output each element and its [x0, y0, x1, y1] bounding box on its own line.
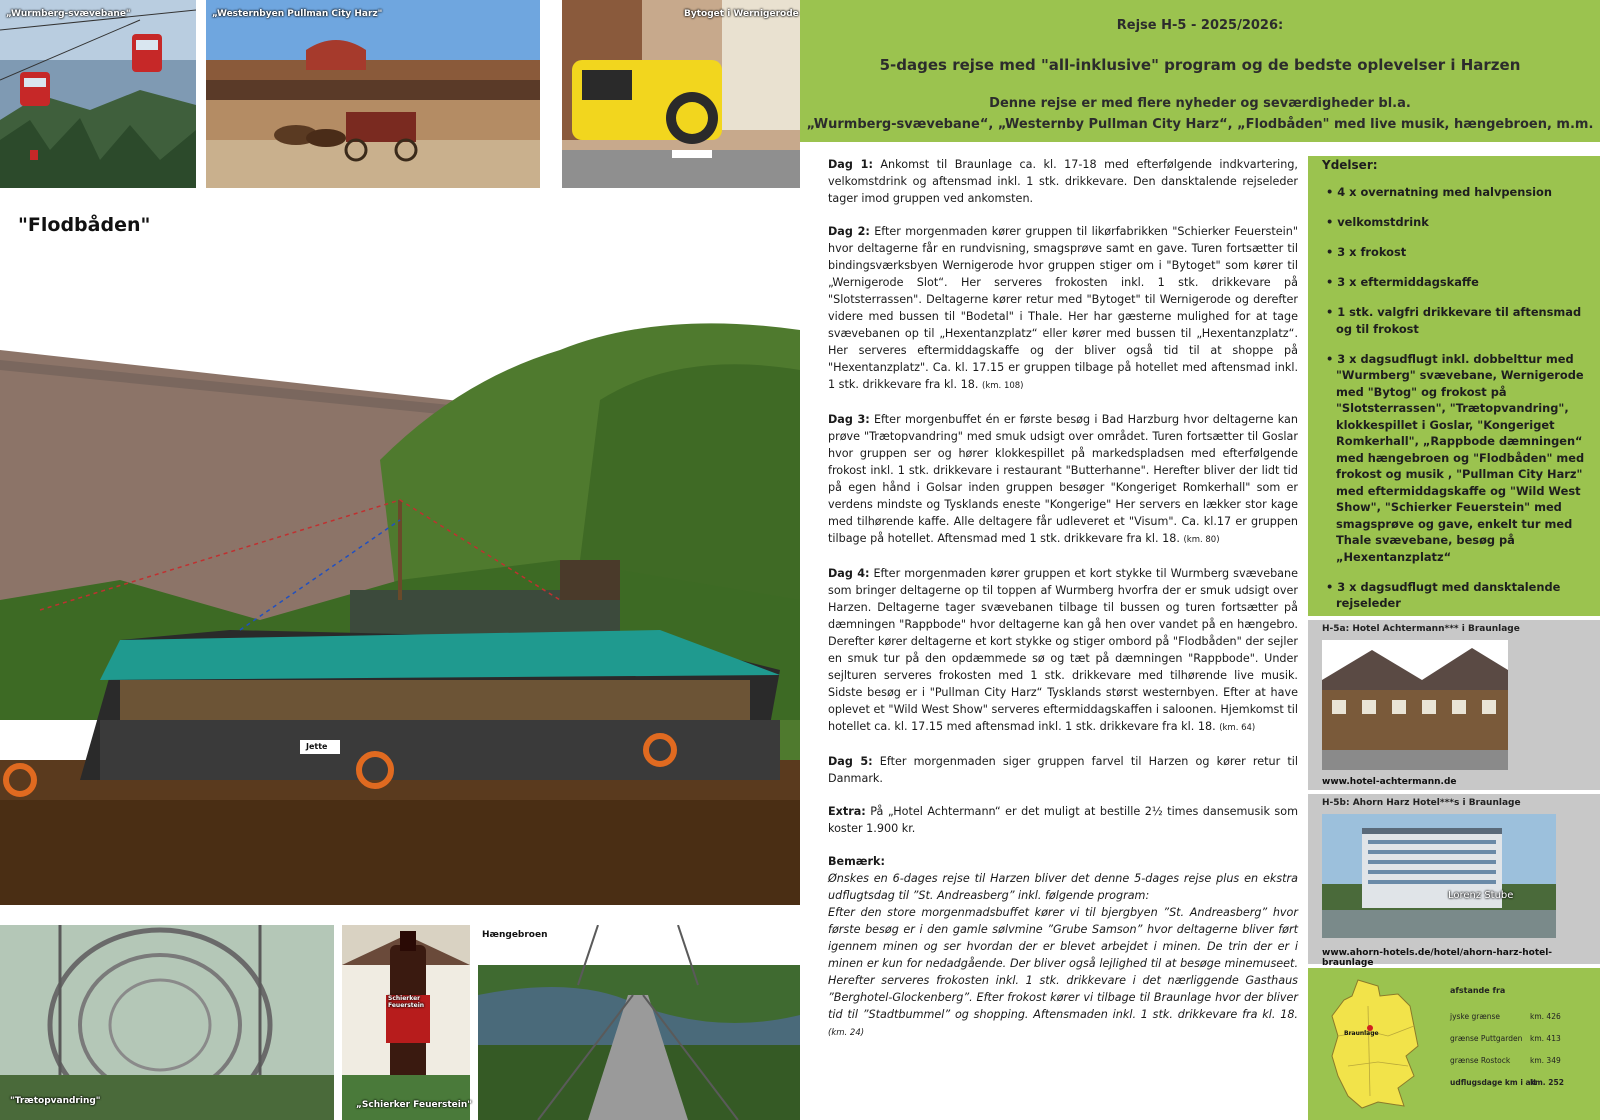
boat-sign: Jette [306, 742, 328, 751]
day-5 [828, 753, 1298, 787]
note-program [828, 904, 1298, 1042]
list-item: • 3 x dagsudflugt med dansktalende rejseleder [1322, 579, 1590, 612]
traetop-caption: "Trætopvandring" [10, 1096, 101, 1106]
trip-title: 5-dages rejse med "all-inklusive" program og de bedste oplevelser i Harzen [879, 56, 1521, 74]
distance-row [1450, 1012, 1590, 1021]
note-program-text: Efter den store morgenmadsbuffet kører vi til bjergbyen ”St. Andreasberg” hvor første besøg er i den gamle sølvmine ”Grube Samson” hvor deltagerne bliver ført igennem minen og ser hvordan der er blevet arbejdet i minen. De trin der er i minen er kun for nedadgående. Der bliver også lejlighed til at besøge minemuseet. Herefter serveres frokosten inkl. 1 stk. drikkevare i det nærliggende Gasthaus ”Berghotel-Glockenberg”. Efter frokost kører vi tilbage til Braunlage hvor der bliver tid til ”Stadtbummel” og shopping. Aftensmaden inkl. 1 stk. drikkevare fra kl. 18. [828, 906, 1298, 1021]
germany-map [1318, 976, 1438, 1112]
hotel-b-sign: Lorenz Stube [1448, 890, 1514, 901]
distance-row [1450, 1078, 1590, 1087]
day-1 [828, 156, 1298, 207]
flodbaaden-photo [0, 200, 800, 905]
distance-row [1450, 1056, 1590, 1065]
list-item: • velkomstdrink [1322, 214, 1590, 231]
list-item: • 1 stk. valgfri drikkevare til aftensmad og til frokost [1322, 304, 1590, 337]
wurmberg-caption: „Wurmberg-svævebane" [6, 9, 131, 19]
schierker-caption: „Schierker Feuerstein" [356, 1100, 472, 1110]
hotel-b-box [1308, 794, 1600, 968]
note-label: Bemærk: [828, 855, 885, 868]
day-4 [828, 565, 1298, 737]
distance-box [1308, 968, 1600, 1120]
day-2-km: (km. 108) [982, 381, 1024, 391]
hotel-b-link[interactable]: www.ahorn-hotels.de/hotel/ahorn-harz-hotel-braunlage [1322, 948, 1553, 968]
day-5-label: Dag 5: [828, 755, 873, 768]
list-item: • 3 x eftermiddagskaffe [1322, 274, 1590, 291]
schierker-bottle-label: Schierker Feuerstein [388, 995, 425, 1009]
haengebro-caption: Hængebroen [482, 930, 548, 940]
hotel-b-photo [1322, 814, 1556, 938]
wurmberg-photo [0, 0, 196, 188]
bytoget-photo [562, 0, 800, 188]
list-item: • 3 x frokost [1322, 244, 1590, 261]
day-4-text: Efter morgenmaden kører gruppen et kort stykke til Wurmberg svævebane som bringer deltagerne op til toppen af Wurmberg hvorfra der er smuk udsigt over Harzen. Deltagerne tager svævebanen tilbage til bussen og turen fortsætter på dæmningen "Rappbode" hvor deltagerne kan gå hen over vandet på en hængebro. Derefter kører deltagerne et kort stykke og stiger ombord på "Flodbåden" der sejler en smuk tur på den opdæmmede sø og tæt på dæmningen "Rappbode". Under sejlturen serveres frokosten med 1 stk. drikkevare med tilhørende live musik. Sidste besøg er i "Pullman City Harz“ Tysklands størst westernbyen. Efter at have oplevet et "Wild West Show" serveres eftermiddagskaffen i saloonen. Hjemkomst til hotellet ca. kl. 17.15 med aftensmad inkl. 1 stk. drikkevare fra kl. 18. [828, 567, 1299, 733]
hotel-a-box [1308, 620, 1600, 790]
hotel-a-link[interactable]: www.hotel-achtermann.de [1322, 777, 1457, 787]
haengebro-photo [478, 925, 800, 1120]
hotel-a-title: H-5a: Hotel Achtermann*** i Braunlage [1322, 624, 1520, 634]
trip-highlights: „Wurmberg-svævebane“, „Westernby Pullman City Harz“, „Flodbåden" med live musik, hængebroen, m.m. [806, 117, 1594, 132]
hotel-a-photo [1322, 640, 1508, 770]
extra-text: På „Hotel Achtermann“ er det muligt at bestille 2½ times dansemusik som koster 1.900 kr. [828, 805, 1298, 835]
list-item: • 3 x dagsudflugt inkl. dobbelttur med "Wurmberg" svævebane, Wernigerode med "Bytog" og frokost på "Slotsterrassen", "Trætopvandring", klokkespillet i Goslar, "Kongeriget Romkerhall", „Rappbode dæmningen“ med hængebroen og "Flodbåden" med frokost og musik , "Pullman City Harz" med eftermiddagskaffe og "Wild West Show", "Schierker Feuerstein" med smagsprøve og gave, enkelt tur med Thale svævebane, besøg på „Hexentanzplatz“ [1322, 351, 1590, 566]
services-list [1322, 184, 1590, 612]
day-4-label: Dag 4: [828, 567, 870, 580]
program-text [828, 156, 1298, 1106]
distance-value: km. 252 [1530, 1078, 1564, 1087]
day-3-text: Efter morgenbuffet én er første besøg i Bad Harzburg hvor deltagerne kan prøve "Trætopvandring" med smuk udsigt over området. Turen fortsætter til Goslar hvor gruppen ser og hører klokkespillet på markedspladsen med efterfølgende frokost inkl. 1 stk. drikkevare i restaurant "Butterhanne". Herefter bliver der lidt tid på egen hånd i Golsar inden gruppen besøger "Kongeriget Romkerhall" som er verdens mindste og Tysklands eneste "Kongerige" Her servers en lækker stor kage med tilhørende kaffe. Alle deltagere får udleveret et "Visum". Ca. kl.17 er gruppen tilbage på hotellet. Aftensmad med 1 stk. drikkevare fra kl. 18. [828, 413, 1298, 545]
list-item: • 4 x overnatning med halvpension [1322, 184, 1590, 201]
hotel-b-title: H-5b: Ahorn Harz Hotel***s i Braunlage [1322, 798, 1521, 808]
distance-value: km. 426 [1530, 1012, 1561, 1021]
westernbyen-caption: „Westernbyen Pullman City Harz" [212, 9, 383, 19]
day-4-km: (km. 64) [1219, 723, 1256, 733]
note-km: (km. 24) [828, 1028, 865, 1038]
distance-value: km. 349 [1530, 1056, 1561, 1065]
distance-label: grænse Rostock [1450, 1056, 1511, 1065]
distance-label: udflugsdage km i alt [1450, 1078, 1537, 1087]
distances-title: afstande fra [1450, 986, 1506, 995]
extra [828, 803, 1298, 837]
title-banner [800, 0, 1600, 142]
map-city-label: Braunlage [1344, 1030, 1379, 1037]
distance-value: km. 413 [1530, 1034, 1561, 1043]
distance-label: grænse Puttgarden [1450, 1034, 1523, 1043]
day-2-label: Dag 2: [828, 225, 870, 238]
day-3-km: (km. 80) [1183, 535, 1220, 545]
distance-row [1450, 1034, 1590, 1043]
flodbaaden-title: "Flodbåden" [18, 214, 151, 236]
day-1-label: Dag 1: [828, 158, 873, 171]
services-title: Ydelser: [1322, 158, 1378, 172]
schierker-photo [342, 925, 470, 1120]
day-3-label: Dag 3: [828, 413, 870, 426]
day-2 [828, 223, 1298, 395]
trip-code: Rejse H-5 - 2025/2026: [1116, 18, 1284, 33]
traetop-photo [0, 925, 334, 1120]
services-box [1308, 156, 1600, 616]
note-intro: Ønskes en 6-dages rejse til Harzen bliver det denne 5-dages rejse plus en ekstra udflugtsdag til ”St. Andreasberg” inkl. følgende program: [828, 872, 1298, 902]
trip-subtitle: Denne rejse er med flere nyheder og seværdigheder bl.a. [989, 96, 1411, 111]
bytoget-caption: Bytoget i Wernigerode [684, 9, 799, 19]
westernbyen-photo [206, 0, 540, 188]
distance-label: jyske grænse [1450, 1012, 1500, 1021]
day-3 [828, 411, 1298, 549]
day-2-text: Efter morgenmaden kører gruppen til likørfabrikken "Schierker Feuerstein" hvor deltagerne får en rundvisning, smagsprøve samt en gave. Turen fortsætter til bindingsværksbyen Wernigerode hvor gruppen stiger om i "Bytoget" som kører til „Wernigerode Slot“. Her serveres frokosten inkl. 1 stk. drikkevare på "Slotsterrassen". Deltagerne kører retur med "Bytoget" til Wernigerode og derefter videre med bussen til "Bodetal" i Thale. Her har gæsterne mulighed for at tage svævebanen op til „Hexentanzplatz“ eller kører med bussen til „Hexentanzplatz“. Her serveres eftermiddagskaffe og der bliver også tid til at shoppe på "Hexentanzplatz". Ca. kl. 17.15 er gruppen tilbage på hotellet med aftensmad inkl. 1 stk. drikkevare fra kl. 18. [828, 225, 1298, 391]
day-1-text: Ankomst til Braunlage ca. kl. 17-18 med efterfølgende indkvartering, velkomstdrink og aftensmad inkl. 1 stk. drikkevare. Den dansktalende rejseleder tager imod gruppen ved ankomsten. [828, 158, 1298, 205]
day-5-text: Efter morgenmaden siger gruppen farvel til Harzen og kører retur til Danmark. [828, 755, 1298, 785]
extra-label: Extra: [828, 805, 866, 818]
